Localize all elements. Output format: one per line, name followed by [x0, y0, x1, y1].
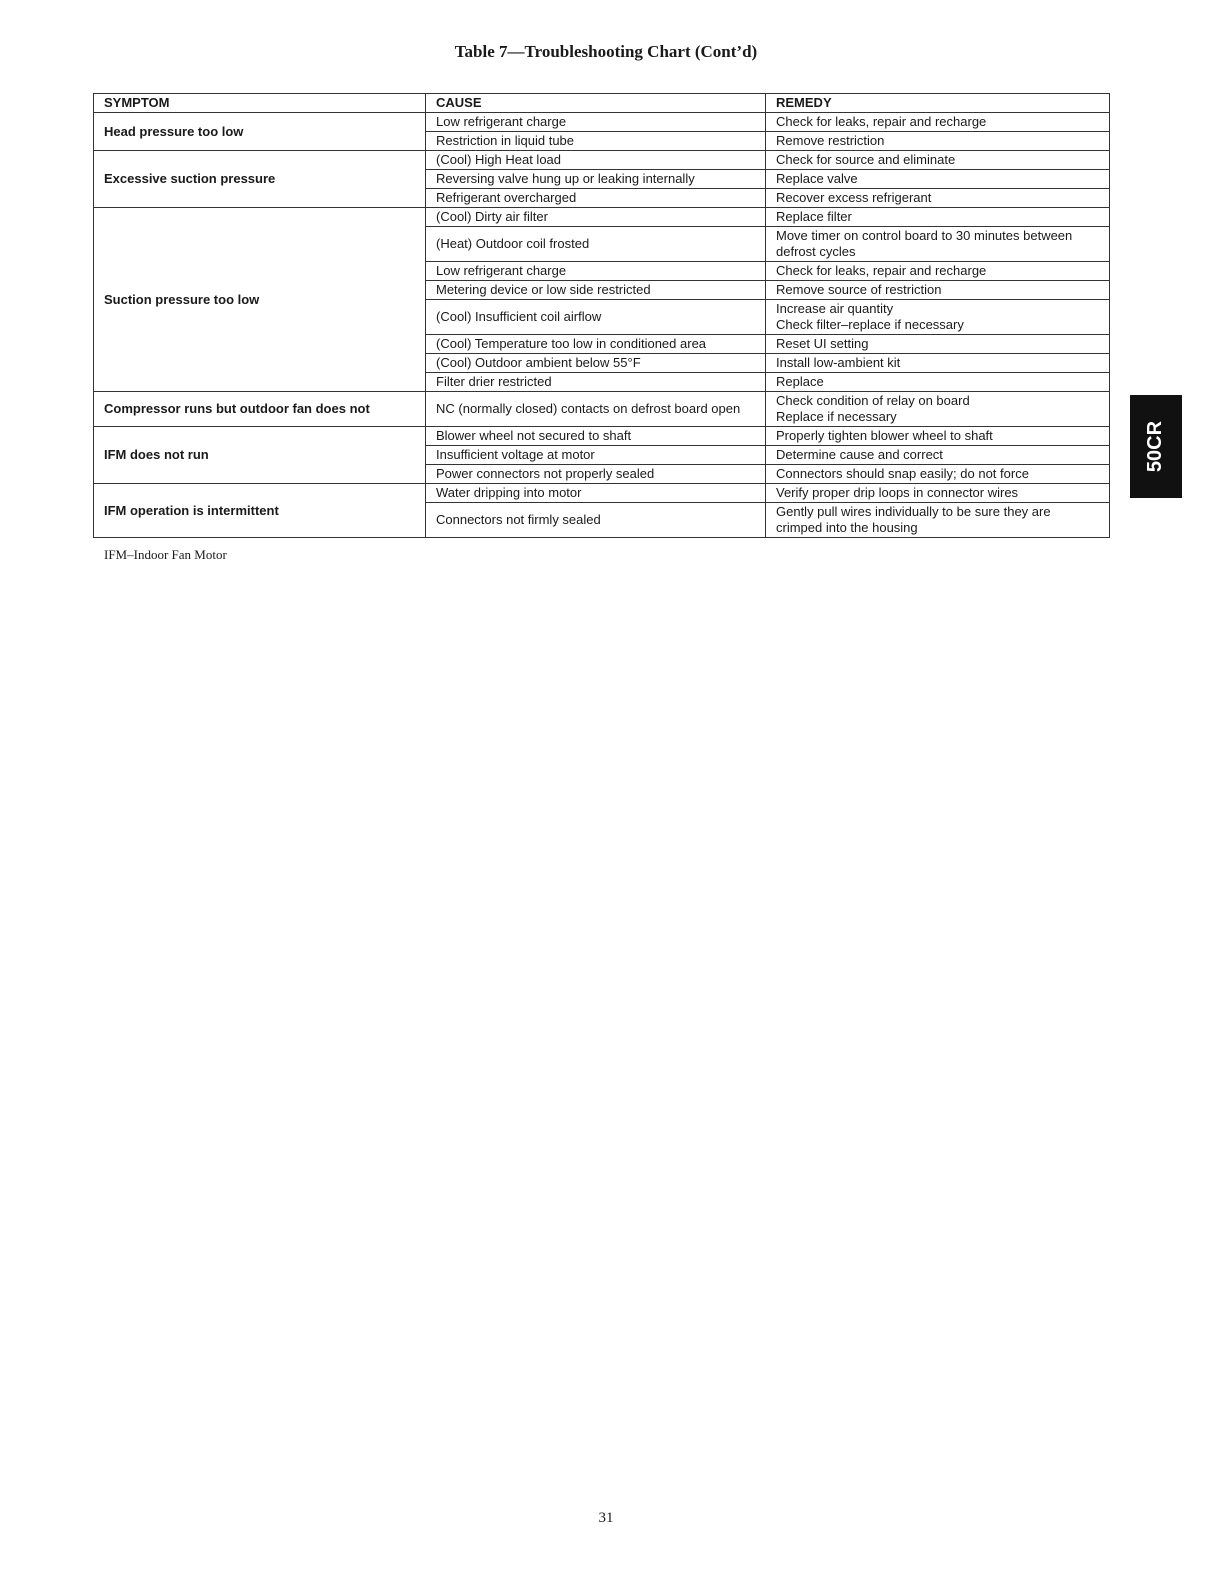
remedy-text: Check for leaks, repair and recharge: [776, 114, 987, 129]
cause-text: Insufficient voltage at motor: [436, 447, 595, 462]
remedy-cell: [766, 227, 1110, 262]
footnote: IFM–Indoor Fan Motor: [104, 547, 227, 562]
cause-text: Reversing valve hung up or leaking internally: [436, 171, 695, 186]
cause-text: (Cool) Temperature too low in conditioned area: [436, 336, 707, 351]
table-row: [94, 208, 1110, 227]
remedy-text: Replace if necessary: [776, 409, 897, 424]
cause-cell: [426, 484, 766, 503]
cause-cell: [426, 465, 766, 484]
remedy-text: Reset UI setting: [776, 336, 869, 351]
symptom-cell: Compressor runs but outdoor fan does not: [94, 392, 426, 427]
table-body: [94, 113, 1110, 538]
cause-text: Metering device or low side restricted: [436, 282, 651, 297]
remedy-text: Remove restriction: [776, 133, 885, 148]
side-tab-label: 50CR: [1144, 420, 1167, 473]
remedy-text: Check condition of relay on board: [776, 393, 970, 408]
cause-text: Filter drier restricted: [436, 374, 552, 389]
remedy-cell: [766, 189, 1110, 208]
cause-cell: [426, 354, 766, 373]
table-row: [94, 427, 1110, 446]
cause-cell: [426, 189, 766, 208]
remedy-text: Increase air quantity: [776, 301, 894, 316]
cause-cell: [426, 151, 766, 170]
cause-cell: [426, 335, 766, 354]
cause-cell: [426, 281, 766, 300]
remedy-text: Install low-ambient kit: [776, 355, 901, 370]
remedy-cell: [766, 503, 1110, 538]
cause-text: Restriction in liquid tube: [436, 133, 575, 148]
remedy-text: Replace valve: [776, 171, 858, 186]
remedy-text: Check filter–replace if necessary: [776, 317, 964, 332]
cause-cell: [426, 208, 766, 227]
cause-text: (Cool) Outdoor ambient below 55°F: [436, 355, 641, 370]
remedy-text: Check for source and eliminate: [776, 152, 956, 167]
remedy-text: Check for leaks, repair and recharge: [776, 263, 987, 278]
troubleshooting-table: [93, 93, 1110, 538]
cause-cell: [426, 132, 766, 151]
remedy-cell: [766, 170, 1110, 189]
remedy-cell: [766, 151, 1110, 170]
table-row: [94, 113, 1110, 132]
remedy-text: Remove source of restriction: [776, 282, 942, 297]
table-title: Table 7—Troubleshooting Chart (Cont’d): [454, 42, 758, 61]
remedy-text: Move timer on control board to 30 minutes between defrost cycles: [776, 228, 1073, 259]
model-side-tab: [1130, 395, 1182, 498]
remedy-text: Replace filter: [776, 209, 852, 224]
cause-cell: [426, 373, 766, 392]
cause-header: CAUSE: [426, 94, 766, 113]
cause-text: Low refrigerant charge: [436, 114, 567, 129]
remedy-cell: [766, 373, 1110, 392]
remedy-header: REMEDY: [766, 94, 1110, 113]
cause-cell: [426, 113, 766, 132]
table-header-row: [94, 94, 1110, 113]
remedy-cell: [766, 300, 1110, 335]
remedy-cell: [766, 335, 1110, 354]
cause-text: Refrigerant overcharged: [436, 190, 577, 205]
remedy-cell: [766, 208, 1110, 227]
cause-cell: [426, 262, 766, 281]
remedy-cell: [766, 427, 1110, 446]
remedy-text: Recover excess refrigerant: [776, 190, 932, 205]
page-number: 31: [598, 1510, 614, 1526]
cause-cell: [426, 170, 766, 189]
cause-cell: [426, 446, 766, 465]
remedy-cell: [766, 132, 1110, 151]
table-row: [94, 151, 1110, 170]
remedy-cell: [766, 446, 1110, 465]
remedy-cell: [766, 262, 1110, 281]
remedy-cell: [766, 281, 1110, 300]
cause-text: (Cool) High Heat load: [436, 152, 562, 167]
cause-cell: [426, 392, 766, 427]
remedy-cell: [766, 392, 1110, 427]
cause-text: Connectors not firmly sealed: [436, 512, 601, 527]
remedy-text: Connectors should snap easily; do not force: [776, 466, 1029, 481]
cause-text: NC (normally closed) contacts on defrost board open: [436, 401, 741, 416]
cause-text: (Heat) Outdoor coil frosted: [436, 236, 590, 251]
remedy-text: Gently pull wires individually to be sure they are crimped into the housing: [776, 504, 1051, 535]
remedy-cell: [766, 465, 1110, 484]
remedy-cell: [766, 354, 1110, 373]
symptom-cell: Head pressure too low: [94, 113, 426, 151]
remedy-text: Replace: [776, 374, 824, 389]
cause-text: Water dripping into motor: [436, 485, 582, 500]
symptom-header: SYMPTOM: [94, 94, 426, 113]
cause-text: (Cool) Dirty air filter: [436, 209, 548, 224]
cause-text: Blower wheel not secured to shaft: [436, 428, 632, 443]
cause-cell: [426, 427, 766, 446]
symptom-cell: Excessive suction pressure: [94, 151, 426, 208]
remedy-text: Properly tighten blower wheel to shaft: [776, 428, 993, 443]
symptom-cell: Suction pressure too low: [94, 208, 426, 392]
table-row: [94, 484, 1110, 503]
cause-text: (Cool) Insufficient coil airflow: [436, 309, 602, 324]
symptom-cell: IFM does not run: [94, 427, 426, 484]
table-row: [94, 392, 1110, 427]
cause-text: Low refrigerant charge: [436, 263, 567, 278]
cause-text: Power connectors not properly sealed: [436, 466, 655, 481]
remedy-cell: [766, 113, 1110, 132]
cause-cell: [426, 300, 766, 335]
cause-cell: [426, 227, 766, 262]
remedy-cell: [766, 484, 1110, 503]
remedy-text: Verify proper drip loops in connector wires: [776, 485, 1019, 500]
remedy-text: Determine cause and correct: [776, 447, 943, 462]
symptom-cell: IFM operation is intermittent: [94, 484, 426, 538]
cause-cell: [426, 503, 766, 538]
